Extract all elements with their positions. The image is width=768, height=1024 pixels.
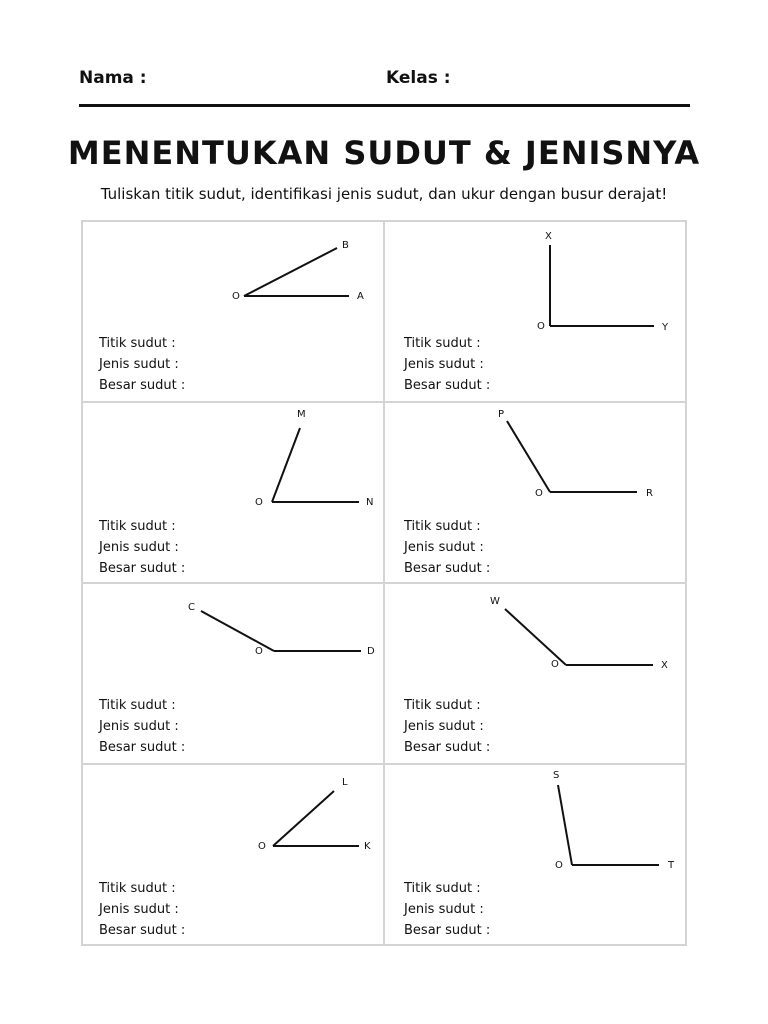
- angle-diagram-5: [188, 602, 375, 657]
- arm-label: S: [553, 770, 560, 781]
- arm-label: T: [668, 860, 675, 871]
- name-label: Nama :: [79, 68, 147, 88]
- arm-label: D: [367, 646, 375, 657]
- measure-field-label: Besar sudut :: [99, 378, 186, 393]
- measure-field-label: Besar sudut :: [404, 740, 491, 755]
- worksheet-title: MENENTUKAN SUDUT & JENISNYA: [67, 134, 701, 172]
- class-label: Kelas :: [386, 68, 451, 88]
- vertex-field-label: Titik sudut :: [99, 519, 176, 534]
- type-field-label: Jenis sudut :: [99, 719, 179, 734]
- worksheet-instruction: Tuliskan titik sudut, identifikasi jenis sudut, dan ukur dengan busur derajat!: [100, 185, 668, 203]
- vertex-field-label: Titik sudut :: [99, 336, 176, 351]
- measure-field-label: Besar sudut :: [99, 740, 186, 755]
- vertex-label: O: [555, 860, 563, 871]
- type-field-label: Jenis sudut :: [99, 902, 179, 917]
- type-field-label: Jenis sudut :: [99, 540, 179, 555]
- angle-diagram-4: [498, 409, 653, 499]
- vertex-label: O: [232, 291, 240, 302]
- answer-fields-4: [404, 516, 490, 579]
- arm-label: A: [357, 291, 364, 302]
- answer-fields-3: [99, 516, 185, 579]
- angle-diagram-3: [255, 409, 373, 508]
- measure-field-label: Besar sudut :: [99, 561, 186, 576]
- type-field-label: Jenis sudut :: [404, 902, 484, 917]
- vertex-label: O: [535, 488, 543, 499]
- vertex-field-label: Titik sudut :: [404, 336, 481, 351]
- measure-field-label: Besar sudut :: [404, 561, 491, 576]
- measure-field-label: Besar sudut :: [99, 923, 186, 938]
- vertex-field-label: Titik sudut :: [99, 881, 176, 896]
- answer-fields-5: [99, 695, 185, 758]
- answer-fields-8: [404, 878, 490, 941]
- answer-fields-7: [99, 878, 185, 941]
- arm-label: W: [490, 596, 500, 607]
- arm-label: X: [545, 231, 552, 242]
- vertex-field-label: Titik sudut :: [404, 519, 481, 534]
- arm-label: X: [661, 660, 668, 671]
- answer-fields-1: [99, 333, 185, 396]
- answer-fields-6: [404, 695, 490, 758]
- vertex-label: O: [537, 321, 545, 332]
- vertex-field-label: Titik sudut :: [404, 881, 481, 896]
- arm-label: M: [297, 409, 306, 420]
- type-field-label: Jenis sudut :: [404, 719, 484, 734]
- angle-diagram-6: [490, 596, 668, 671]
- vertex-label: O: [258, 841, 266, 852]
- vertex-label: O: [255, 497, 263, 508]
- vertex-label: O: [551, 659, 559, 670]
- measure-field-label: Besar sudut :: [404, 923, 491, 938]
- type-field-label: Jenis sudut :: [404, 540, 484, 555]
- type-field-label: Jenis sudut :: [404, 357, 484, 372]
- arm-label: C: [188, 602, 195, 613]
- vertex-field-label: Titik sudut :: [404, 698, 481, 713]
- arm-label: B: [342, 240, 349, 251]
- vertex-label: O: [255, 646, 263, 657]
- answer-fields-2: [404, 333, 490, 396]
- arm-label: Y: [662, 322, 669, 333]
- arm-label: L: [342, 777, 348, 788]
- arm-label: N: [366, 497, 374, 508]
- vertex-field-label: Titik sudut :: [99, 698, 176, 713]
- angle-diagram-8: [553, 770, 675, 871]
- arm-label: P: [498, 409, 505, 420]
- angle-diagram-2: [537, 231, 669, 333]
- angle-diagram-1: [232, 240, 364, 302]
- angle-diagram-7: [258, 777, 371, 852]
- arm-label: K: [364, 841, 371, 852]
- type-field-label: Jenis sudut :: [99, 357, 179, 372]
- measure-field-label: Besar sudut :: [404, 378, 491, 393]
- arm-label: R: [646, 488, 653, 499]
